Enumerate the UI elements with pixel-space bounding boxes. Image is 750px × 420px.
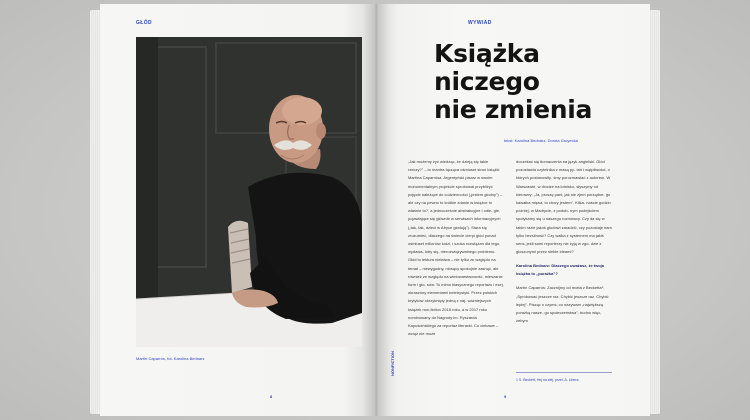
interview-question: Karolina Bednarz: Dlaczego uważasz, że twoja książka to „porażka”? (516, 263, 605, 277)
portrait-photo (136, 37, 362, 347)
column-2-text-a: doczekać się tłumaczenia na język angielski. Głód pozostawia czytelnika z masą py- tań i wątpliwości, o których postanowiły- śmy porozmawiać z autorem. W Warszawie, w drodze na lotnisko, słyszymy od kierowcy: „Ja, proszę pani, jak nie zjem porządne- go kawałka mięsa, to chory jestem”. Kilka- naście godzin później, w Madrycie, z podob- nym podejściem spotykamy się u naszego rozmówcy. Czy da się w takim razie jakoś głodowi zaradzić, czy pozostaje nam tylko bezsilność? Czy walka z systemem ma jakiś sens, jeśli sami reporterzy nie żyją w zgo- dzie z głoszonymi przez siebie ideami? (516, 159, 612, 255)
vertical-section-label: NONFICTION (390, 351, 395, 376)
portrait-illustration (136, 37, 362, 347)
footnote-divider (516, 372, 612, 373)
left-page (100, 4, 376, 416)
photo-caption: Martín Caparrós, fot. Karolina Bednarz (136, 356, 205, 361)
article-column-2 (516, 158, 612, 325)
column-2-text-b: Martín Caparrós: Zacznijmy od motta z Becketta¹: „Spróbować jeszcze raz. Chybić jeszcze raz. Chybić lepiej”. Pisząc o czymś, co nazywam „największą porażką nasze- go społeczeństwa”, trudno więc, żebym (516, 285, 609, 324)
article-column-1 (408, 158, 504, 338)
byline: tekst: Karolina Bednarz, Dorota Gruyecka (504, 138, 578, 143)
headline-line-3: nie zmienia (434, 95, 593, 124)
footnote: 1 S. Beckett, Hej na złej, przeł. A. Libera. (516, 378, 580, 382)
headline-line-1: Książka (434, 39, 540, 68)
page-number-right: 9 (504, 394, 507, 399)
headline-line-2: niczego (434, 67, 540, 96)
section-label-right: WYWIAD (468, 20, 492, 26)
article-headline (434, 40, 634, 124)
open-magazine (90, 4, 660, 416)
page-number-left: 8 (270, 394, 273, 399)
right-page (376, 4, 650, 416)
column-1-text: „Jak możemy żyć wiedząc, że dzieją się takie rzeczy?” – to mantra łącząca ośmiuset stron książki Martína Caparrósa. Argentyński pisarz w swoim monumentalnym projekcie sprobował przybliżyć pojęcie należące do codzienności („jestem głodny”) – ale czy na pewno to krótkie zdanie w książce to właśnie to?, a jednocześnie abstrakcyjne i odle- głe, pojawiające się głównie w serwisach informacyjnych („tak, tak, dzieci w Afryce głodują”). Stara się zrozumieć, dlaczego na świecie cierpi głód ponad ośmiuset milionów ludzi, i szuka rozwiązań dla tego, wydawa- łoby się, nierozwiązywalnego problemu. Głód to lektura niełatwa – nie tylko ze względu na temat – niewygodny, niosący spokojnie zasnąć, ale również ze względu na wielowarstwowość, mieszanie form i gło- sów. To mimo klasycznego reportażu i esej, okraszony elementami beletrystyki. Przez polskich krytyków okrzyknięty jedną z naj- ważniejszych książek non-fiction 2016 roku, a w 2017 roku nominowany do Nagrody im. Ryszarda Kapuścińskiego za reportaż literacki. Co ciekawe – wciąż nie może (408, 159, 504, 337)
section-label-left: GŁÓD (136, 20, 153, 26)
